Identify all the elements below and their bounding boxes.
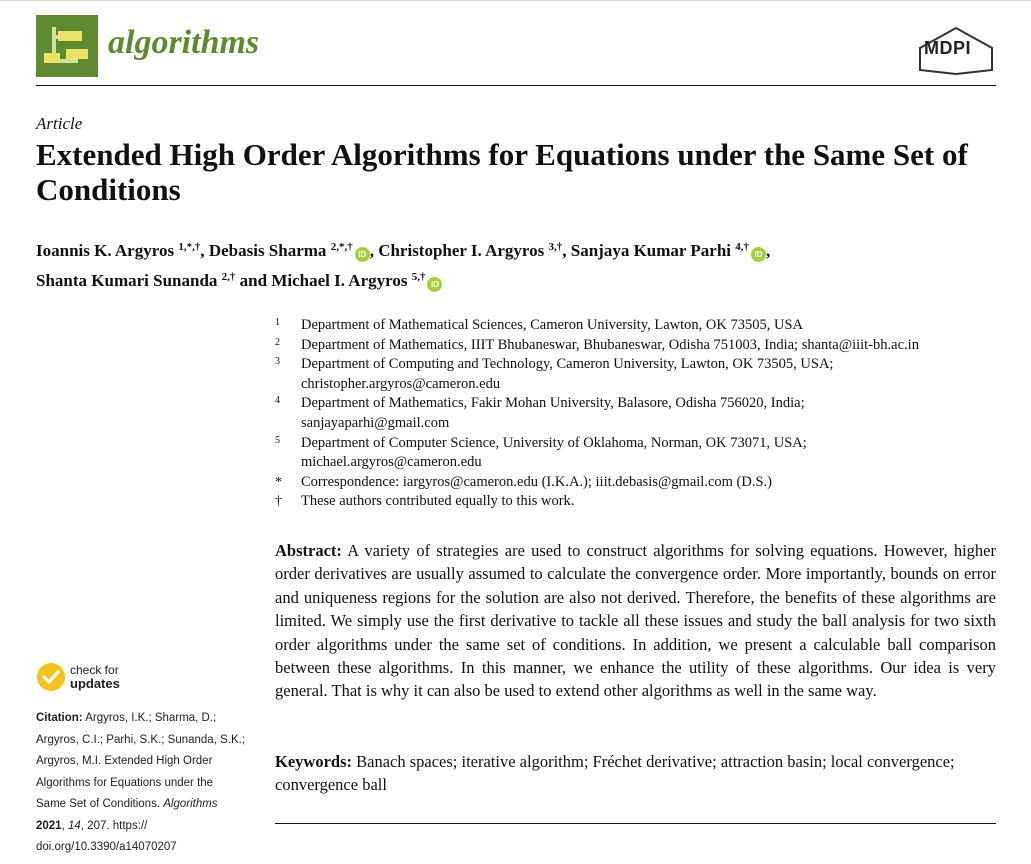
author-separator: ,: [766, 241, 771, 260]
affiliation-mark: 4: [275, 395, 280, 407]
footer-rule: [275, 823, 996, 824]
check-for-updates-button[interactable]: [36, 662, 176, 702]
citation-pages: , 207. https://: [80, 819, 148, 832]
affiliation-text: These authors contributed equally to this work.: [301, 493, 575, 510]
author-separator: ,: [200, 241, 205, 260]
affiliation-item: [275, 316, 995, 336]
author-affiliation-marks: 3,†: [548, 241, 563, 253]
author-affiliation-marks: 1,*,†: [178, 241, 201, 253]
keywords: [275, 750, 996, 796]
affiliation-text: Correspondence: iargyros@cameron.edu (I.K.A.); iiit.debasis@gmail.com (D.S.): [301, 473, 772, 490]
affiliation-mark: †: [275, 494, 282, 510]
top-border: [0, 0, 1031, 1]
affiliation-text: Department of Computer Science, University of Oklahoma, Norman, OK 73071, USA;: [301, 434, 807, 451]
orcid-icon[interactable]: iD: [427, 277, 442, 292]
article-type: Article: [36, 114, 83, 133]
affiliation-text: Department of Mathematics, IIIT Bhubaneswar, Bhubaneswar, Odisha 751003, India; shanta@iiit-bh.ac.in: [301, 336, 919, 353]
affiliation-email[interactable]: christopher.argyros@cameron.edu: [301, 375, 501, 392]
abstract-text: A variety of strategies are used to construct algorithms for solving equations. However, higher order derivatives are usually assumed to calculate the convergence order. More importantly, bounds on error and uniqueness regions for the solution are also not derived. Therefore, the benefits of these algorithms are limited. We simply use the first derivative to tackle all these issues and study the ball analysis for two sixth order algorithms under the same set of conditions. In addition, we present a calculable ball comparison between these algorithms. In this manner, we enhance the utility of these algorithms. Our idea is very general. That is why it can also be used to extend other algorithms as well in the same way.: [275, 541, 996, 701]
author-separator: ,: [369, 241, 374, 260]
author-list: [36, 234, 996, 294]
affiliation-text: Department of Computing and Technology, Cameron University, Lawton, OK 73505, USA;: [301, 356, 834, 373]
author-affiliation-marks: 4,†: [735, 241, 750, 253]
author-separator: ,: [562, 241, 567, 260]
journal-logo-icon[interactable]: [36, 15, 98, 77]
author-affiliation-marks: 2,†: [221, 271, 236, 283]
citation-year: 2021: [36, 819, 62, 832]
article-title: Extended High Order Algorithms for Equations under the Same Set of Conditions: [36, 137, 968, 207]
affiliation-email[interactable]: michael.argyros@cameron.edu: [301, 454, 482, 471]
affiliation-email[interactable]: sanjayaparhi@gmail.com: [301, 414, 450, 431]
author-name: Ioannis K. Argyros: [36, 241, 175, 260]
citation-text: Argyros, I.K.; Sharma, D.; Argyros, C.I.; Parhi, S.K.; Sunanda, S.K.; Argyros, M.I. Extended High Order Algorithms for Equations under the Same Set of Conditions.: [36, 712, 246, 810]
affiliation-mark: 1: [275, 317, 280, 328]
check-updates-line1: check for: [70, 663, 119, 677]
citation-volume: 14: [68, 819, 81, 832]
citation: Citation: Argyros, I.K.; Sharma, D.; Argyros, C.I.; Parhi, S.K.; Sunanda, S.K.; Argyros, M.I. Extended High Order Algorithms for Equations under the Same Set of Conditions. Algorithms 2021, 14, 207. https:// doi.org/10.3390/a14070207: [36, 712, 246, 853]
affiliation-mark: 5: [275, 434, 280, 446]
checkmark-icon: [36, 662, 66, 692]
author-name: Shanta Kumari Sunanda: [36, 271, 218, 290]
check-updates-line2: updates: [70, 676, 120, 691]
citation-journal: Algorithms: [163, 798, 218, 810]
author-name: Christopher I. Argyros: [378, 241, 545, 260]
orcid-icon[interactable]: iD: [751, 247, 766, 262]
affiliation-mark: 3: [275, 356, 280, 368]
affiliation-mark: 2: [275, 336, 280, 348]
affiliation-item: [275, 394, 995, 433]
affiliation-item: [275, 473, 995, 493]
abstract-label: Abstract:: [275, 541, 342, 560]
affiliation-item: [275, 336, 995, 356]
author-name: Debasis Sharma: [208, 241, 327, 260]
affiliation-mark: *: [275, 474, 282, 490]
affiliation-text: Department of Mathematics, Fakir Mohan University, Balasore, Odisha 756020, India;: [301, 395, 805, 412]
orcid-icon[interactable]: iD: [355, 247, 370, 262]
affiliation-list: [275, 316, 995, 512]
author-affiliation-marks: 5,†: [411, 271, 426, 283]
keywords-label: Keywords:: [275, 752, 352, 771]
affiliation-item: [275, 434, 995, 473]
author-name: Michael I. Argyros: [271, 271, 408, 290]
affiliation-item: [275, 355, 995, 394]
citation-doi-link[interactable]: doi.org/10.3390/a14070207: [36, 841, 177, 853]
abstract: [275, 539, 996, 703]
affiliation-item: [275, 492, 995, 512]
header-rule: [36, 85, 996, 86]
author-separator: and: [235, 271, 268, 290]
affiliation-text: Department of Mathematical Sciences, Cameron University, Lawton, OK 73505, USA: [301, 317, 804, 333]
author-name: Sanjaya Kumar Parhi: [570, 241, 732, 260]
keywords-text: Banach spaces; iterative algorithm; Fréchet derivative; attraction basin; local convergence; convergence ball: [275, 752, 955, 794]
publisher-name: MDPI: [924, 38, 971, 58]
journal-name[interactable]: algorithms: [108, 24, 260, 61]
citation-label: Citation:: [36, 712, 83, 724]
author-affiliation-marks: 2,*,†: [330, 241, 353, 253]
